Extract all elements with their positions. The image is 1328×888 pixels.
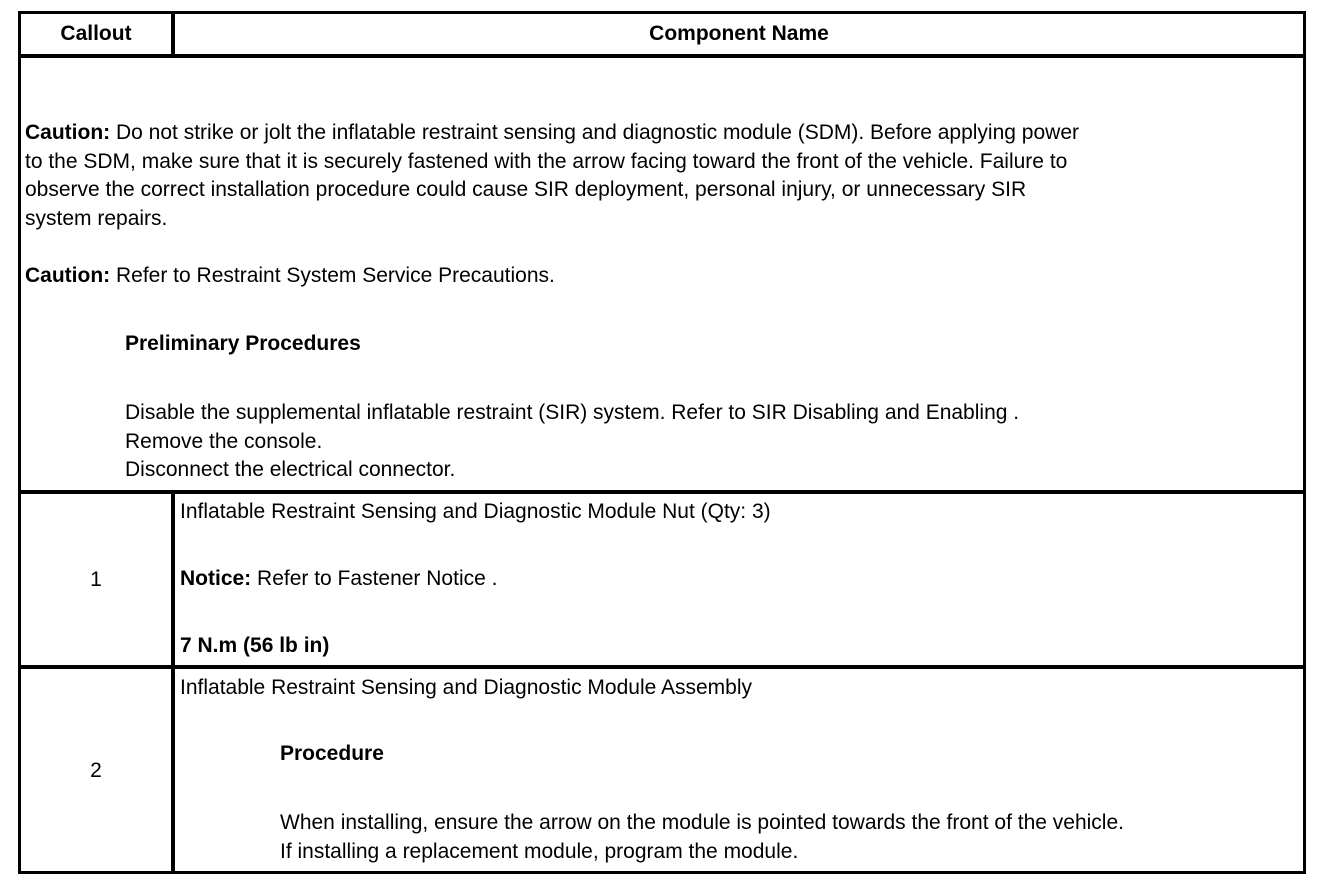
prelim-step-3: Disconnect the electrical connector. [125,458,456,481]
row1-column-divider [171,490,175,871]
caution-2-label: Caution: [25,264,111,287]
row-1-component-name: Inflatable Restraint Sensing and Diagnostic Module Nut (Qty: 3) [180,500,771,523]
header-callout: Callout [60,22,132,45]
row-2-procedure-steps [280,809,1124,866]
row-1-torque: 7 N.m (56 lb in) [180,634,330,657]
row-1-notice: Notice: Refer to Fastener Notice . [180,567,498,590]
caution-1-line-1: Caution: Do not strike or jolt the inflatable restraint sensing and diagnostic module (SDM). Before applying power [25,121,1079,144]
preliminary-procedures-title: Preliminary Procedures [125,332,361,355]
prelim-step-2: Remove the console. [125,429,323,453]
caution-1-line-3: observe the correct installation procedure could cause SIR deployment, personal injury, or unnecessary SIR [25,178,1027,201]
caution-1-line-4: system repairs. [25,206,168,230]
component-table [18,11,1306,874]
prelim-step-1: Disable the supplemental inflatable restraint (SIR) system. Refer to SIR Disabling and Enabling . [125,401,1020,424]
row-divider [21,665,1303,669]
caution-1-label: Caution: [25,121,111,144]
caution-1-line-2: to the SDM, make sure that it is securely fastened with the arrow facing toward the front of the vehicle. Failure to [25,149,1068,173]
header-divider [21,54,1303,58]
intro-divider [21,490,1303,494]
caution-2: Caution: Refer to Restraint System Service Precautions. [25,264,555,287]
row-2-procedure-title: Procedure [280,742,384,765]
procedure-step-2: If installing a replacement module, program the module. [280,839,799,863]
row-2-component-name: Inflatable Restraint Sensing and Diagnostic Module Assembly [180,676,752,699]
notice-label: Notice: [180,567,252,590]
caution-1 [25,119,1079,233]
preliminary-steps [125,399,1019,485]
row-2-callout: 2 [90,759,102,782]
header-component-name: Component Name [649,22,829,45]
procedure-step-1: When installing, ensure the arrow on the module is pointed towards the front of the vehicle. [280,811,1124,834]
row-1-callout: 1 [90,568,102,591]
